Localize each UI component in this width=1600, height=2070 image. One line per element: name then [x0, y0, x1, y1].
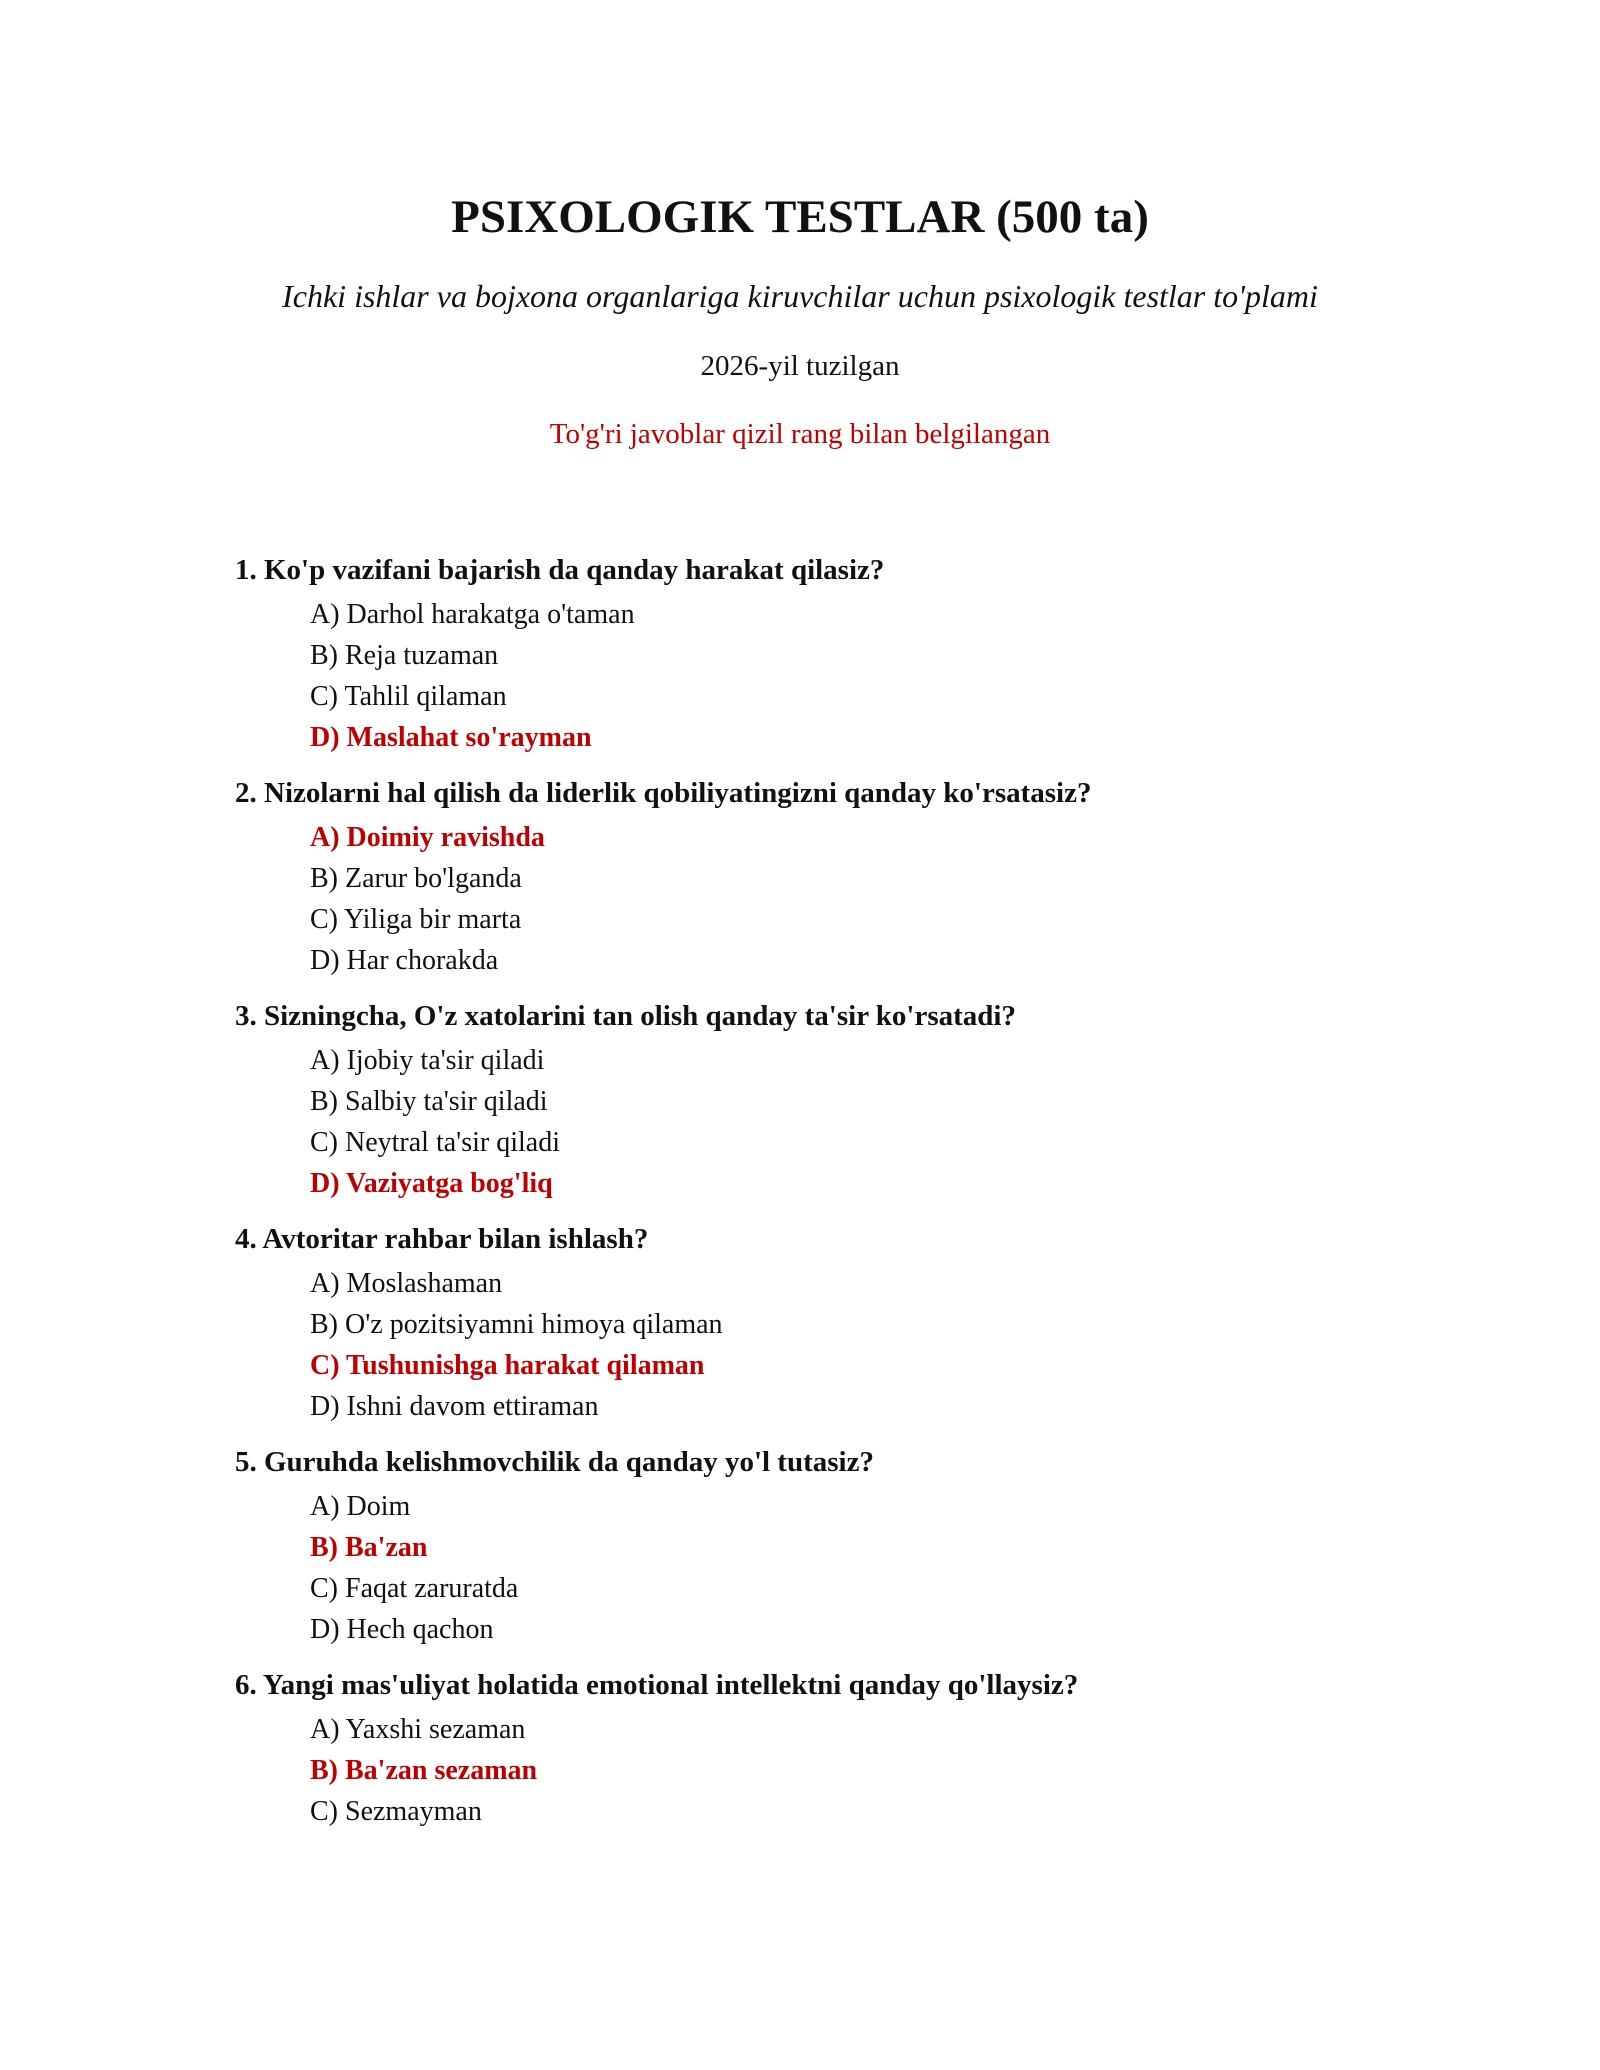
- answer-options: [235, 817, 1535, 981]
- correct-answers-note: To'g'ri javoblar qizil rang bilan belgilangan: [549, 418, 1051, 450]
- answer-option: C) Faqat zaruratda: [310, 1573, 519, 1604]
- question-item: [235, 1665, 1535, 1832]
- question-list: [235, 550, 1535, 1847]
- answer-option: C) Yiliga bir marta: [310, 904, 522, 935]
- answer-option: A) Darhol harakatga o'taman: [310, 599, 635, 630]
- document-subtitle: Ichki ishlar va bojxona organlariga kiruvchilar uchun psixologik testlar to'plami: [282, 278, 1318, 314]
- question-item: [235, 550, 1535, 758]
- document-title: PSIXOLOGIK TESTLAR (500 ta): [451, 191, 1149, 243]
- answer-option: D) Har chorakda: [310, 945, 499, 976]
- answer-option: B) Reja tuzaman: [310, 640, 499, 671]
- answer-option: A) Doim: [310, 1491, 411, 1522]
- answer-option-correct: C) Tushunishga harakat qilaman: [310, 1350, 705, 1381]
- answer-option: C) Sezmayman: [310, 1796, 482, 1827]
- answer-option: C) Tahlil qilaman: [310, 681, 507, 712]
- answer-option: D) Hech qachon: [310, 1614, 494, 1645]
- question-text: 2. Nizolarni hal qilish da liderlik qobiliyatingizni qanday ko'rsatasiz?: [235, 777, 1092, 809]
- answer-option-correct: B) Ba'zan: [310, 1532, 428, 1563]
- answer-option-correct: B) Ba'zan sezaman: [310, 1755, 538, 1786]
- question-item: [235, 996, 1535, 1204]
- answer-options: [235, 594, 1535, 758]
- question-text: 3. Sizningcha, O'z xatolarini tan olish qanday ta'sir ko'rsatadi?: [235, 1000, 1016, 1032]
- question-item: [235, 1442, 1535, 1650]
- question-text: 6. Yangi mas'uliyat holatida emotional intellektni qanday qo'llaysiz?: [235, 1669, 1079, 1701]
- answer-option-correct: D) Vaziyatga bog'liq: [310, 1168, 553, 1199]
- answer-option: B) Salbiy ta'sir qiladi: [310, 1086, 548, 1117]
- question-text: 5. Guruhda kelishmovchilik da qanday yo'l tutasiz?: [235, 1446, 874, 1478]
- question-item: [235, 1219, 1535, 1427]
- answer-option: B) Zarur bo'lganda: [310, 863, 522, 894]
- answer-option: A) Moslashaman: [310, 1268, 503, 1299]
- answer-option: A) Ijobiy ta'sir qiladi: [310, 1045, 545, 1076]
- question-text: 4. Avtoritar rahbar bilan ishlash?: [235, 1223, 649, 1255]
- document-year-line: 2026-yil tuzilgan: [700, 350, 900, 382]
- answer-option: C) Neytral ta'sir qiladi: [310, 1127, 560, 1158]
- answer-options: [235, 1040, 1535, 1204]
- question-text: 1. Ko'p vazifani bajarish da qanday harakat qilasiz?: [235, 554, 885, 586]
- answer-option-correct: D) Maslahat so'rayman: [310, 722, 592, 753]
- question-item: [235, 773, 1535, 981]
- answer-options: [235, 1486, 1535, 1650]
- answer-options: [235, 1709, 1535, 1832]
- answer-option: D) Ishni davom ettiraman: [310, 1391, 599, 1422]
- answer-options: [235, 1263, 1535, 1427]
- answer-option-correct: A) Doimiy ravishda: [310, 822, 545, 853]
- answer-option: B) O'z pozitsiyamni himoya qilaman: [310, 1309, 723, 1340]
- answer-option: A) Yaxshi sezaman: [310, 1714, 526, 1745]
